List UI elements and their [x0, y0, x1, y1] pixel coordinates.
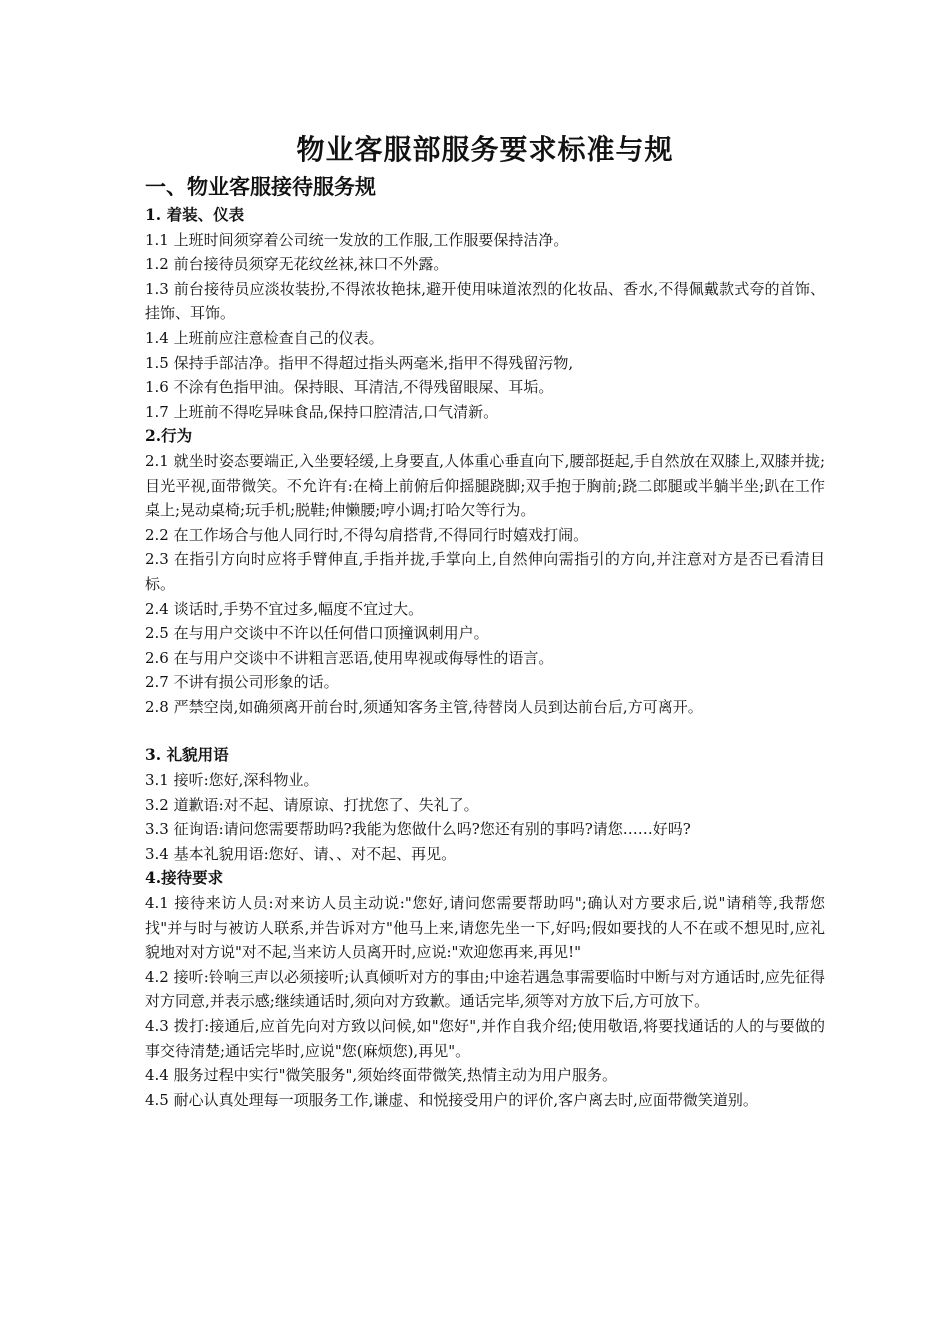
clause-2-5: 2.5 在与用户交谈中不许以任何借口顶撞讽刺用户。 — [145, 624, 489, 643]
clause-2-1: 2.1 就坐时姿态要端正,入坐要轻缓,上身要直,人体重心垂直向下,腰部挺起,手自然放在双膝上,双膝并拢;目光平视,面带微笑。不允许有:在椅上前俯后仰摇腿跷脚;双手抱于胸前;跷二郎腿或半躺半坐;趴在工作桌上;晃动桌椅;玩手机;脱鞋;伸懒腰;哼小调;打哈欠等行为。 — [145, 451, 825, 520]
clause-4-4: 4.4 服务过程中实行"微笑服务",须始终面带微笑,热情主动为用户服务。 — [145, 1066, 617, 1085]
clause-3-4: 3.4 基本礼貌用语:您好、请、、对不起、再见。 — [145, 844, 457, 863]
clause-4-3: 4.3 拨打:接通后,应首先向对方致以问候,如"您好",并作自我介绍;使用敬语,将要找通话的人的与要做的事交待清楚;通话完毕时,应说"您(麻烦您),再见"。 — [145, 1017, 825, 1060]
document-title: 物业客服部服务要求标准与规 — [296, 133, 674, 166]
clause-2-8: 2.8 严禁空岗,如确须离开前台时,须通知客务主管,待替岗人员到达前台后,方可离开。 — [145, 697, 703, 716]
clause-2-2: 2.2 在工作场合与他人同行时,不得勾肩搭背,不得同行时嬉戏打闹。 — [145, 525, 589, 544]
clause-2-4: 2.4 谈话时,手势不宜过多,幅度不宜过大。 — [145, 599, 424, 618]
subsection-heading-behavior: 2.行为 — [145, 426, 193, 446]
clause-1-4: 1.4 上班前应注意检查自己的仪表。 — [145, 328, 384, 347]
clause-1-1: 1.1 上班时间须穿着公司统一发放的工作服,工作服要保持洁净。 — [145, 230, 569, 249]
subsection-heading-attire: 1. 着装、仪表 — [145, 205, 245, 224]
clause-2-3: 2.3 在指引方向时应将手臂伸直,手指并拢,手掌向上,自然伸向需指引的方向,并注意对方是否已看清目标。 — [145, 550, 825, 593]
clause-4-2: 4.2 接听:铃响三声以必须接听;认真倾听对方的事由;中途若遇急事需要临时中断与对方通话时,应先征得对方同意,并表示感;继续通话时,须向对方致歉。通话完毕,须等对方放下后,方可放下。 — [145, 967, 825, 1011]
clause-1-2: 1.2 前台接待员须穿无花纹丝袜,袜口不外露。 — [145, 255, 449, 274]
clause-1-5: 1.5 保持手部洁净。指甲不得超过指头两毫米,指甲不得残留污物, — [145, 353, 574, 372]
paragraph-gap — [145, 719, 825, 743]
clause-1-3: 1.3 前台接待员应淡妆装扮,不得浓妆艳抹,避开使用味道浓烈的化妆品、香水,不得佩戴款式夸的首饰、挂饰、耳饰。 — [145, 279, 825, 323]
clause-2-7: 2.7 不讲有损公司形象的话。 — [145, 673, 339, 692]
clause-3-3: 3.3 征询语:请问您需要帮助吗?我能为您做什么吗?您还有别的事吗?请您……好吗? — [145, 820, 691, 839]
clause-4-5: 4.5 耐心认真处理每一项服务工作,谦虚、和悦接受用户的评价,客户离去时,应面带微笑道别。 — [145, 1090, 758, 1109]
clause-3-1: 3.1 接听:您好,深科物业。 — [145, 771, 319, 790]
subsection-heading-courtesy: 3. 礼貌用语 — [145, 745, 229, 765]
subsection-heading-reception: 4.接待要求 — [145, 868, 224, 888]
clause-2-6: 2.6 在与用户交谈中不讲粗言恶语,使用卑视或侮辱性的语言。 — [145, 648, 554, 667]
clause-4-1: 4.1 接待来访人员:对来访人员主动说:"您好,请问您需要帮助吗";确认对方要求后,说"请稍等,我帮您找"并与时与被访人联系,并告诉对方"他马上来,请您先坐一下,好吗;假如要找的人不在或不想见时,应礼貌地对对方说"对不起,当来访人员离开时,应说:"欢迎您再来,再见!" — [145, 894, 825, 962]
document-body — [145, 130, 825, 1112]
clause-1-6: 1.6 不涂有色指甲油。保持眼、耳清洁,不得残留眼屎、耳垢。 — [145, 378, 554, 397]
clause-1-7: 1.7 上班前不得吃异味食品,保持口腔清洁,口气清新。 — [145, 402, 499, 421]
section-heading: 一、物业客服接待服务规 — [145, 174, 376, 199]
clause-3-2: 3.2 道歉语:对不起、请原谅、打扰您了、失礼了。 — [145, 795, 479, 814]
